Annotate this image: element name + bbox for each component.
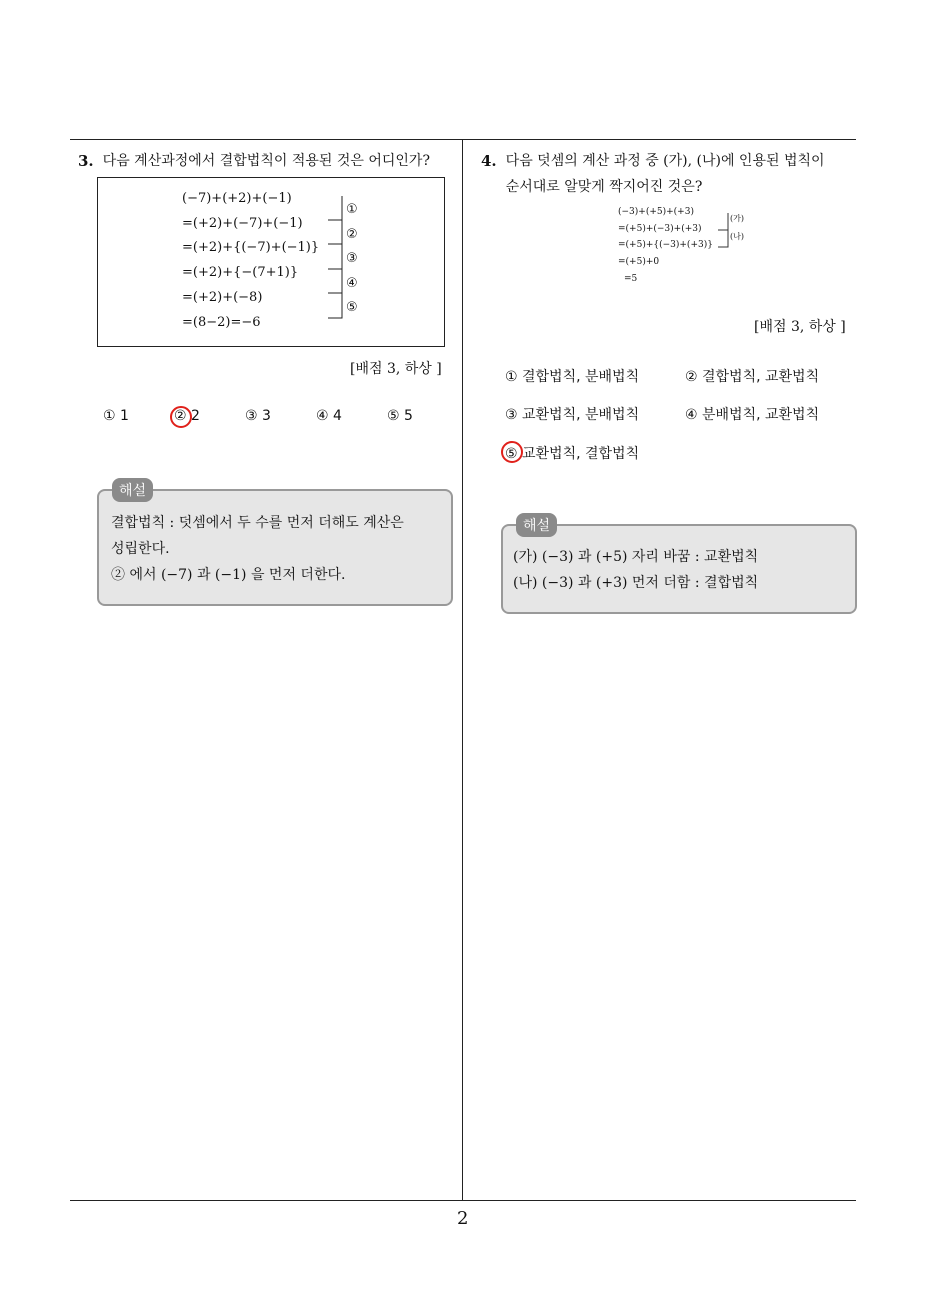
choice-3[interactable]: ③ 3 xyxy=(245,408,271,424)
column-divider xyxy=(462,139,463,1201)
equation-line: =(+5)+0 xyxy=(618,257,660,267)
question-3-equation-box xyxy=(97,177,445,347)
equation-line: =(+5)+{(−3)+(+3)} xyxy=(618,240,713,250)
choice-1[interactable]: ① 결합법칙, 분배법칙 xyxy=(505,369,640,385)
question-number: 4. xyxy=(481,152,497,170)
question-4-header xyxy=(481,148,861,200)
explanation-line: ② 에서 (−7) 과 (−1) 을 먼저 더한다. xyxy=(111,567,346,583)
question-4-score: [배점 3, 하상 ] xyxy=(754,319,846,335)
question-3-score: [배점 3, 하상 ] xyxy=(350,361,442,377)
step-label: ⑤ xyxy=(346,300,358,315)
choice-5[interactable]: ⑤ 교환법칙, 결합법칙 xyxy=(505,446,640,462)
explanation-line: (나) (−3) 과 (+3) 먼저 더함 : 결합법칙 xyxy=(513,575,759,591)
step-label: (가) xyxy=(730,214,744,223)
equation-line: =(8−2)=−6 xyxy=(182,315,261,330)
page-number: 2 xyxy=(457,1208,469,1229)
answer-mark xyxy=(170,406,192,428)
step-label: ③ xyxy=(346,251,358,266)
explanation-line: 성립한다. xyxy=(111,541,170,557)
bottom-rule xyxy=(70,1200,856,1201)
equation-line: =(+2)+{−(7+1)} xyxy=(182,265,299,280)
step-label: ④ xyxy=(346,276,358,291)
question-text-line: 순서대로 알맞게 짝지어진 것은? xyxy=(505,179,703,195)
question-text xyxy=(506,148,825,200)
step-label: (나) xyxy=(730,232,744,241)
equation-line: =(+2)+(−7)+(−1) xyxy=(182,216,303,231)
choice-2[interactable]: ② 2 xyxy=(174,408,200,424)
choice-1[interactable]: ① 1 xyxy=(103,408,129,424)
equation-line: =(+2)+(−8) xyxy=(182,290,263,305)
question-4-equation xyxy=(618,207,758,292)
explanation-tag: 해설 xyxy=(516,513,557,537)
equation-line: =5 xyxy=(624,274,638,284)
question-text-line: 다음 덧셈의 계산 과정 중 (가), (나)에 인용된 법칙이 xyxy=(505,153,825,169)
top-rule xyxy=(70,139,856,140)
choice-2[interactable]: ② 결합법칙, 교환법칙 xyxy=(685,369,820,385)
step-label: ① xyxy=(346,202,358,217)
explanation-line: (가) (−3) 과 (+5) 자리 바꿈 : 교환법칙 xyxy=(513,549,759,565)
explanation-tag: 해설 xyxy=(112,478,153,502)
equation-line: (−7)+(+2)+(−1) xyxy=(182,191,292,206)
question-3-header xyxy=(78,148,456,174)
question-3 xyxy=(78,148,456,174)
question-text: 다음 계산과정에서 결합법칙이 적용된 것은 어디인가? xyxy=(102,153,430,169)
explanation-line: 결합법칙 : 덧셈에서 두 수를 먼저 더해도 계산은 xyxy=(111,515,404,531)
equation-line: =(+5)+(−3)+(+3) xyxy=(618,224,702,234)
question-number: 3. xyxy=(78,152,94,170)
equation-line: (−3)+(+5)+(+3) xyxy=(618,207,694,217)
choice-3[interactable]: ③ 교환법칙, 분배법칙 xyxy=(505,407,640,423)
answer-mark xyxy=(501,441,523,463)
equation-line: =(+2)+{(−7)+(−1)} xyxy=(182,240,320,255)
question-4 xyxy=(481,148,861,200)
question-4-explanation-box xyxy=(501,524,857,614)
step-label: ② xyxy=(346,227,358,242)
choice-4[interactable]: ④ 분배법칙, 교환법칙 xyxy=(685,407,820,423)
choice-4[interactable]: ④ 4 xyxy=(316,408,342,424)
choice-5[interactable]: ⑤ 5 xyxy=(387,408,413,424)
